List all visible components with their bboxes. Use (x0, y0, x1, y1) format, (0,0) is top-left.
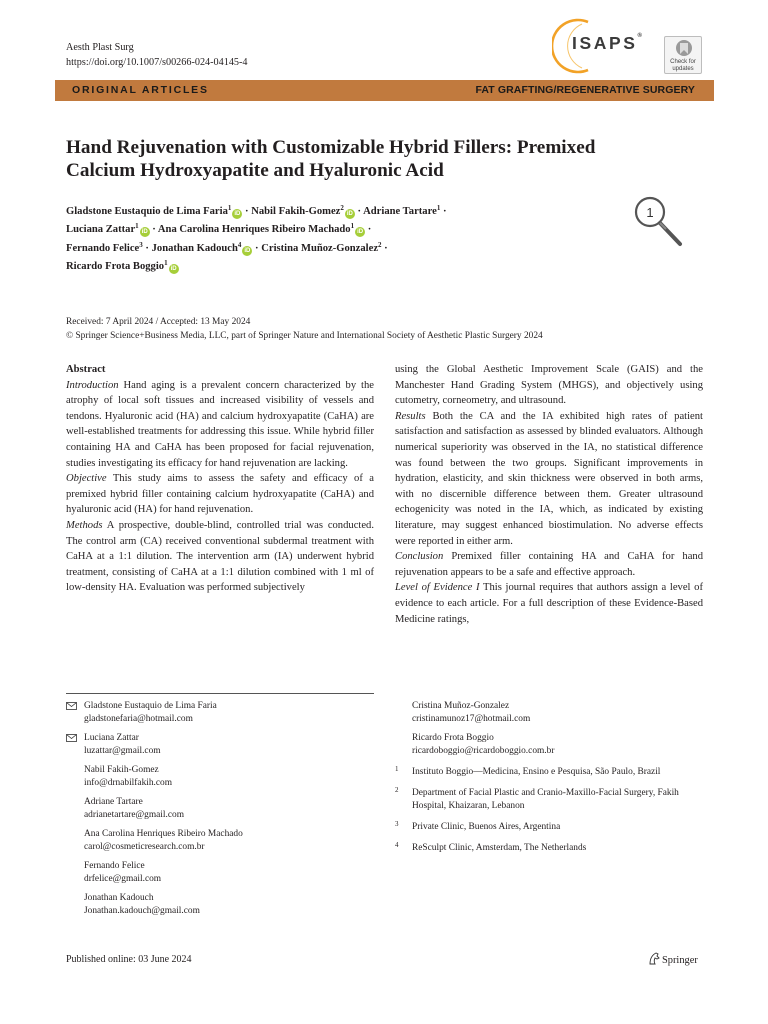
contact-entry (66, 796, 376, 822)
contact-name: Ana Carolina Henriques Ribeiro Machado (84, 829, 243, 839)
evidence-level-badge (628, 196, 686, 250)
copyright: © Springer Science+Business Media, LLC, part of Springer Nature and International Society of Aesthetic Plastic Surgery 2024 (66, 330, 543, 341)
journal-header (66, 40, 248, 70)
contact-email[interactable]: luzattar@gmail.com (84, 746, 161, 756)
crossmark-label-1: Check for (670, 59, 696, 65)
contact-entry (66, 860, 376, 886)
contact-email[interactable]: info@drnabilfakih.com (84, 778, 173, 788)
affiliation-entry (395, 842, 715, 855)
affiliation-number: 1 (395, 765, 399, 773)
springer-horse-icon (648, 952, 660, 965)
contact-name: Fernando Felice (84, 861, 145, 871)
crossmark-label-2: updates (672, 65, 694, 72)
abstract-heading: Abstract (66, 364, 106, 375)
contact-entry (66, 732, 376, 758)
affiliation-entry (395, 787, 715, 813)
doi-link[interactable]: https://doi.org/10.1007/s00266-024-04145-4 (66, 57, 248, 68)
abstract-methods: Methods A prospective, double-blind, controlled trial was conducted. The control arm (CA) received conventional subdermal treatment with CaHA at a 1:1 dilution. The intervention arm (IA) underwent hybrid treatment, consisting of CaHA at a 1:1 dilution combined with 1 ml of low-density HA. Evaluation was performed subjectively (66, 519, 374, 594)
orcid-icon[interactable]: iD (357, 229, 364, 236)
affiliation-text: Private Clinic, Buenos Aires, Argentina (412, 822, 561, 832)
magnifier-icon (628, 196, 686, 250)
abstract-methods-cont: using the Global Aesthetic Improvement Scale (GAIS) and the Manchester Hand Grading System (MHGS), and objectively using cutometry, corneometry, and ultrasound. (395, 364, 703, 407)
orcid-icon[interactable]: iD (346, 211, 353, 217)
check-for-updates-badge[interactable] (664, 36, 702, 74)
abstract-objective: Objective This study aims to assess the safety and efficacy of a premixed hybrid filler containing calcium hydroxyapatite (CaHA) and hyaluronic acid (HA) for hand rejuvenation. (66, 473, 374, 516)
footnote-divider (66, 693, 374, 694)
affiliation-number: 4 (395, 841, 399, 849)
author-name[interactable]: Adriane Tartare (363, 206, 437, 217)
abstract-conclusion: Conclusion Premixed filler containing HA and CaHA for hand rejuvenation appears to be a safe and effective approach. (395, 551, 703, 578)
contact-email[interactable]: adrianetartare@gmail.com (84, 810, 184, 820)
contact-email[interactable]: ricardoboggio@ricardoboggio.com.br (412, 746, 555, 756)
author-name[interactable]: Luciana Zattar (66, 224, 136, 236)
affiliation-text: Department of Facial Plastic and Cranio-Maxillo-Facial Surgery, Fakih Hospital, Khaizaran, Lebanon (412, 788, 679, 811)
contact-name: Ricardo Frota Boggio (412, 733, 494, 743)
orcid-icon[interactable]: iD (141, 229, 148, 236)
author-name[interactable]: Nabil Fakih-Gomez (251, 206, 341, 217)
abstract-results: Results Both the CA and the IA exhibited high rates of patient satisfaction and satisfaction as assessed by blinded evaluators. Although numerical superiority was observed in the IA, no statistical difference was found between the two groups. Significant improvements in hydration, elasticity, and skin thickness were observed in both arms, with no discernible difference between them. Greater ultrasound echogenicity was noted in the IA, which, as indicated by existing literature, may suggest enhanced biostimulation. No adverse effects were reported in either arm. (395, 410, 703, 547)
article-dates (66, 316, 543, 343)
springer-logo: Springer (648, 952, 698, 966)
contact-entry (395, 732, 715, 758)
isaps-logo-text: ISAPS® (572, 33, 642, 53)
journal-name: Aesth Plast Surg (66, 42, 134, 53)
evidence-level-number: 1 (646, 205, 654, 220)
contact-entry (66, 828, 376, 854)
contact-name: Adriane Tartare (84, 797, 143, 807)
contact-email[interactable]: drfelice@gmail.com (84, 874, 162, 884)
author-name[interactable]: Jonathan Kadouch (151, 242, 238, 254)
contact-email[interactable]: gladstonefaria@hotmail.com (84, 714, 193, 724)
contact-name: Cristina Muñoz-Gonzalez (412, 701, 510, 711)
contact-email[interactable]: Jonathan.kadouch@gmail.com (84, 906, 200, 916)
contacts-left (66, 700, 376, 924)
orcid-icon[interactable]: iD (234, 211, 241, 217)
published-date: Published online: 03 June 2024 (66, 954, 192, 965)
affiliation-entry (395, 821, 715, 834)
affiliation-text: ReSculpt Clinic, Amsterdam, The Netherlands (412, 843, 587, 853)
contact-email[interactable]: carol@cosmeticresearch.com.br (84, 842, 205, 852)
isaps-logo (552, 17, 652, 75)
section-label: ORIGINAL ARTICLES (72, 84, 209, 96)
abstract-column-right (395, 362, 703, 627)
orcid-icon[interactable]: iD (170, 265, 177, 272)
author-name[interactable]: Ana Carolina Henriques Ribeiro Machado (157, 224, 351, 236)
contact-name: Gladstone Eustaquio de Lima Faria (84, 701, 217, 711)
abstract-level-of-evidence: Level of Evidence I This journal requires that authors assign a level of evidence to each article. For a full description of these Evidence-Based Medicine ratings, (395, 582, 703, 625)
affiliation-number: 3 (395, 820, 399, 828)
contact-entry (66, 892, 376, 918)
author-name[interactable]: Ricardo Frota Boggio (66, 260, 165, 272)
contacts-right (395, 700, 715, 863)
affiliation-entry (395, 766, 715, 779)
author-name[interactable]: Gladstone Eustaquio de Lima Faria (66, 206, 228, 217)
author-name[interactable]: Fernando Felice (66, 242, 140, 254)
orcid-icon[interactable]: iD (244, 247, 251, 254)
envelope-icon (66, 734, 77, 742)
abstract-introduction: Introduction Hand aging is a prevalent concern characterized by the atrophy of local soft tissues and increased visibility of vessels and tendons. Hyaluronic acid (HA) and calcium hydroxyapatite (CaHA) are well-established treatments for addressing this issue. While hybrid filler containing HA and CaHA has been proposed for facial rejuvenation, studies investigating its efficacy for hand rejuvenation are lacking. (66, 379, 374, 469)
contact-name: Luciana Zattar (84, 733, 139, 743)
received-accepted: Received: 7 April 2024 / Accepted: 13 May 2024 (66, 317, 251, 327)
contact-email[interactable]: cristinamunoz17@hotmail.com (412, 714, 531, 724)
contact-entry (395, 700, 715, 726)
contact-entry (66, 764, 376, 790)
affiliation-text: Instituto Boggio—Medicina, Ensino e Pesquisa, São Paulo, Brazil (412, 767, 661, 777)
author-name[interactable]: Cristina Muñoz-Gonzalez (261, 242, 379, 254)
section-banner (55, 80, 714, 101)
category-label: FAT GRAFTING/REGENERATIVE SURGERY (475, 84, 695, 96)
article-title: Hand Rejuvenation with Customizable Hybrid Fillers: Premixed Calcium Hydroxyapatite and Hyaluronic Acid (66, 137, 596, 181)
envelope-icon (66, 702, 77, 710)
affiliation-number: 2 (395, 786, 399, 794)
contact-name: Jonathan Kadouch (84, 893, 154, 903)
author-list: Gladstone Eustaquio de Lima Faria$^1$iD · Nabil Fakih-Gomez$^2$iD · Adriane Tartare$^1$ · Luciana Zattar$^1$iD · Ana Carolina Henriques Ribeiro Machado$^1$iD · Fernando Felice$^3$ · Jonathan Kadouch$^4$iD · Cristina Muñoz-Gonzalez$^2$ · Ricardo Frota Boggio$^1$iD (66, 204, 447, 272)
contact-name: Nabil Fakih-Gomez (84, 765, 159, 775)
crossmark-icon (675, 39, 693, 59)
contact-entry (66, 700, 376, 726)
abstract-column-left (66, 362, 374, 596)
